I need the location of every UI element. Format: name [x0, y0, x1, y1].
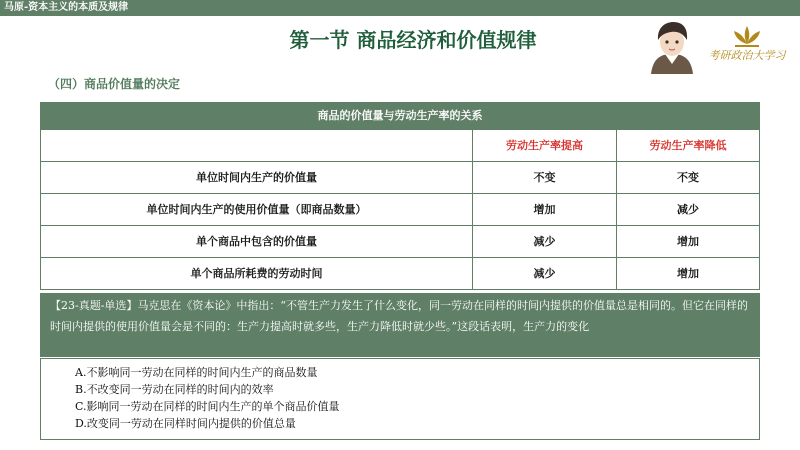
table-header-cell: 劳动生产率降低 — [649, 139, 727, 152]
table-cell: 减少 — [473, 226, 617, 257]
option-a: A.不影响同一劳动在同样的时间内生产的商品数量 — [75, 366, 318, 379]
question-text: 马克思在《资本论》中指出：“不管生产力发生了什么变化，同一劳动在同样的时间内提供的价值量总是相同的。但它在同样的时间内提供的使用价值量会是不同的：生产力提高时就多些，生产力降低时就少些。”这段话表明，生产力的变化 — [50, 299, 749, 333]
question-stem — [40, 293, 760, 357]
option-c: C.影响同一劳动在同样的时间内生产的单个商品价值量 — [75, 400, 340, 413]
table-cell: 不变 — [677, 171, 699, 184]
table-row — [41, 225, 759, 257]
table-cell: 增加 — [677, 267, 699, 280]
option-d: D.改变同一劳动在同样时间内提供的价值总量 — [75, 417, 296, 430]
table-cell: 单个商品所耗费的劳动时间 — [41, 258, 473, 289]
table-cell: 减少 — [473, 258, 617, 289]
table-title: 商品的价值量与劳动生产率的关系 — [41, 103, 759, 129]
table-header-cell — [41, 130, 473, 161]
table-cell: 单个商品中包含的价值量 — [41, 226, 473, 257]
lotus-emblem-icon — [704, 24, 790, 50]
top-bar — [0, 0, 800, 16]
table-cell: 单位时间内生产的使用价值量（即商品数量） — [41, 194, 473, 225]
comparison-table — [40, 102, 760, 290]
answer-options — [40, 358, 760, 440]
table-cell: 减少 — [677, 203, 699, 216]
option-b: B.不改变同一劳动在同样的时间内的效率 — [75, 383, 274, 396]
course-label: 马原-资本主义的本质及规律 — [4, 2, 129, 13]
table-row — [41, 193, 759, 225]
logo — [704, 24, 790, 70]
section-subtitle: （四）商品价值量的决定 — [48, 77, 181, 91]
page-title: 第一节 商品经济和价值规律 — [289, 28, 537, 52]
table-cell: 不变 — [473, 162, 617, 193]
table-cell: 增加 — [473, 194, 617, 225]
table-header-row — [41, 129, 759, 161]
table-row — [41, 257, 759, 289]
logo-text: 考研政治大学习 — [708, 49, 786, 62]
table-row — [41, 161, 759, 193]
table-cell: 单位时间内生产的价值量 — [41, 162, 473, 193]
presenter-avatar-icon — [643, 18, 701, 74]
question-tag: 【23-真题-单选】 — [50, 299, 138, 312]
table-header-cell: 劳动生产率提高 — [473, 130, 617, 161]
table-cell: 增加 — [677, 235, 699, 248]
